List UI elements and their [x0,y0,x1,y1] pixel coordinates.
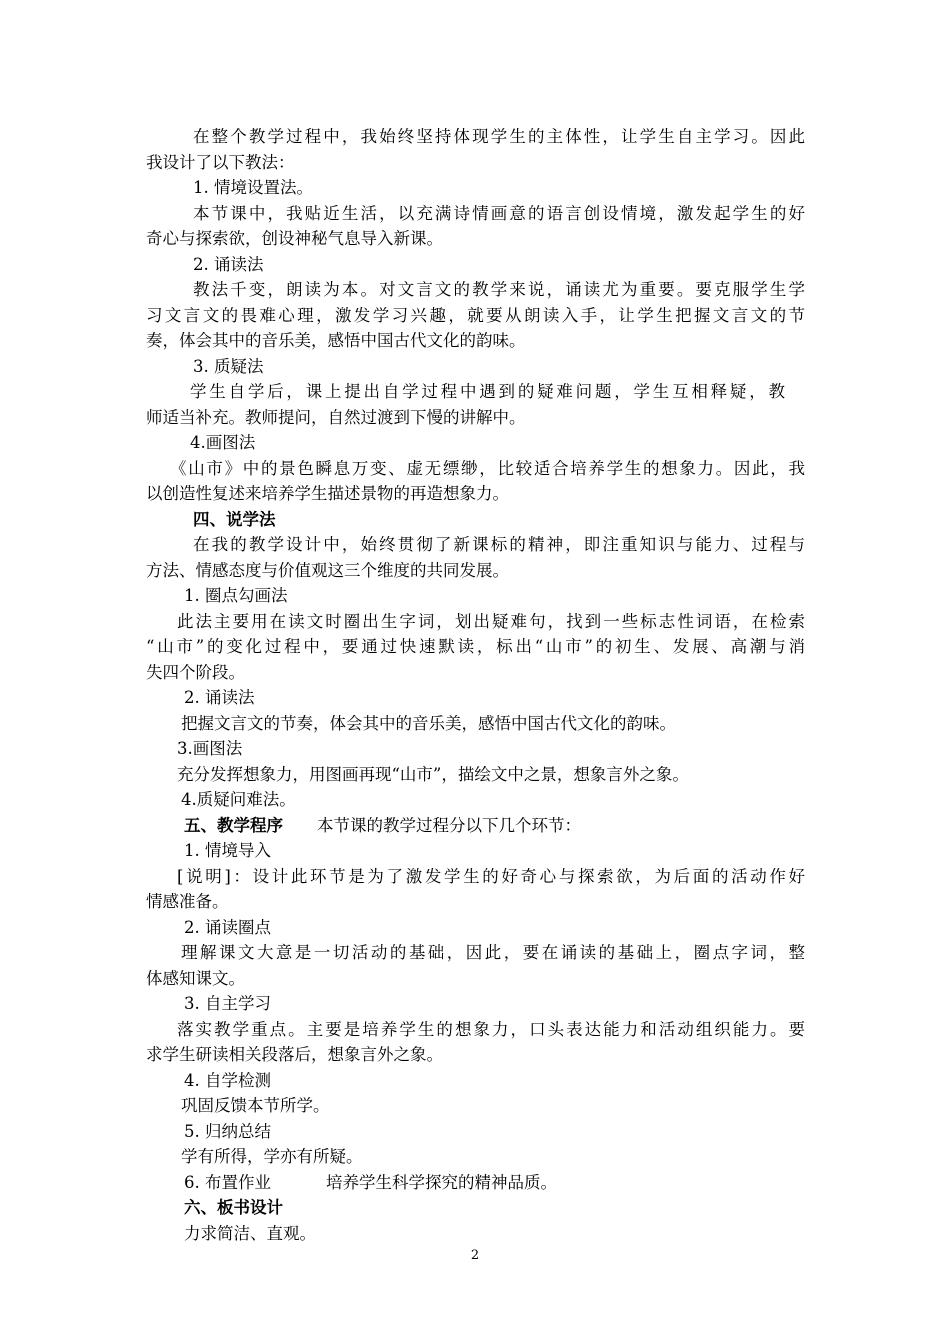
list-heading: 6. 布置作业 [184,1173,271,1192]
list-heading: 2. 诵读法 [193,255,264,274]
paragraph-line: 在整个教学过程中，我始终坚持体现学生的主体性，让学生自主学习。因此 [193,127,805,146]
section-heading: 六、板书设计 [184,1198,283,1217]
paragraph-line: 巩固反馈本节所学。 [181,1096,330,1115]
list-heading: 3. 自主学习 [184,994,271,1013]
paragraph-line: 我设计了以下教法： [146,153,295,172]
paragraph-line: 充分发挥想象力，用图画再现“山市”，描绘文中之景，想象言外之象。 [177,765,689,784]
list-heading: 5. 归纳总结 [184,1122,271,1141]
paragraph-line: 理解课文大意是一切活动的基础，因此，要在诵读的基础上，圈点字词，整 [181,943,805,962]
paragraph-line: 方法、情感态度与价值观这三个维度的共同发展。 [146,561,509,580]
list-heading: 4.质疑问难法。 [181,790,296,809]
paragraph-line: 力求简洁、直观。 [184,1224,316,1243]
section-heading: 五、教学程序 [184,816,283,835]
list-heading: 2. 诵读法 [184,688,255,707]
paragraph-line: 培养学生科学探究的精神品质。 [326,1173,557,1192]
list-heading: 1. 情境设置法。 [193,178,313,197]
list-heading: 4. 自学检测 [184,1071,271,1090]
list-heading: 4.画图法 [190,433,256,452]
paragraph-line: [说明]：设计此环节是为了激发学生的好奇心与探索欲，为后面的活动作好 [177,867,805,886]
paragraph-line: 以创造性复述来培养学生描述景物的再造想象力。 [146,484,509,503]
list-heading: 3.画图法 [177,739,243,758]
paragraph-line: 求学生研读相关段落后，想象言外之象。 [146,1045,443,1064]
paragraph-line: “山市”的变化过程中，要通过快速默读，标出“山市”的初生、发展、高潮与消 [146,637,805,656]
list-heading: 2. 诵读圈点 [184,918,271,937]
paragraph-line: 《山市》中的景色瞬息万变、虚无缥缈，比较适合培养学生的想象力。因此，我 [170,459,805,478]
paragraph-line: 奏，体会其中的音乐美，感悟中国古代文化的韵味。 [146,331,526,350]
page-number: 2 [470,1248,480,1263]
list-heading: 3. 质疑法 [193,357,264,376]
paragraph-line: 失四个阶段。 [146,663,245,682]
paragraph-line: 在我的教学设计中，始终贯彻了新课标的精神，即注重知识与能力、过程与 [193,535,805,554]
section-heading: 四、说学法 [193,510,276,529]
paragraph-line: 奇心与探索欲，创设神秘气息导入新课。 [146,229,443,248]
paragraph-line: 此法主要用在读文时圈出生字词，划出疑难句，找到一些标志性词语，在检索 [177,612,805,631]
paragraph-line: 情感准备。 [146,892,229,911]
paragraph-line: 学有所得，学亦有所疑。 [181,1147,363,1166]
paragraph-line: 师适当补充。教师提问，自然过渡到下慢的讲解中。 [146,408,526,427]
paragraph-line: 学生自学后，课上提出自学过程中遇到的疑难问题，学生互相释疑，教 [190,382,785,401]
paragraph-line: 习文言文的畏难心理，激发学习兴趣，就要从朗读入手，让学生把握文言文的节 [146,306,805,325]
paragraph-line: 本节课中，我贴近生活，以充满诗情画意的语言创设情境，激发起学生的好 [193,204,805,223]
list-heading: 1. 情境导入 [184,841,271,860]
paragraph-line: 体感知课文。 [146,969,245,988]
paragraph-line: 把握文言文的节奏，体会其中的音乐美，感悟中国古代文化的韵味。 [181,714,676,733]
paragraph-line: 本节课的教学过程分以下几个环节： [317,816,581,835]
list-heading: 1. 圈点勾画法 [184,586,288,605]
paragraph-line: 教法千变，朗读为本。对文言文的教学来说，诵读尤为重要。要克服学生学 [193,280,805,299]
paragraph-line: 落实教学重点。主要是培养学生的想象力，口头表达能力和活动组织能力。要 [177,1020,805,1039]
